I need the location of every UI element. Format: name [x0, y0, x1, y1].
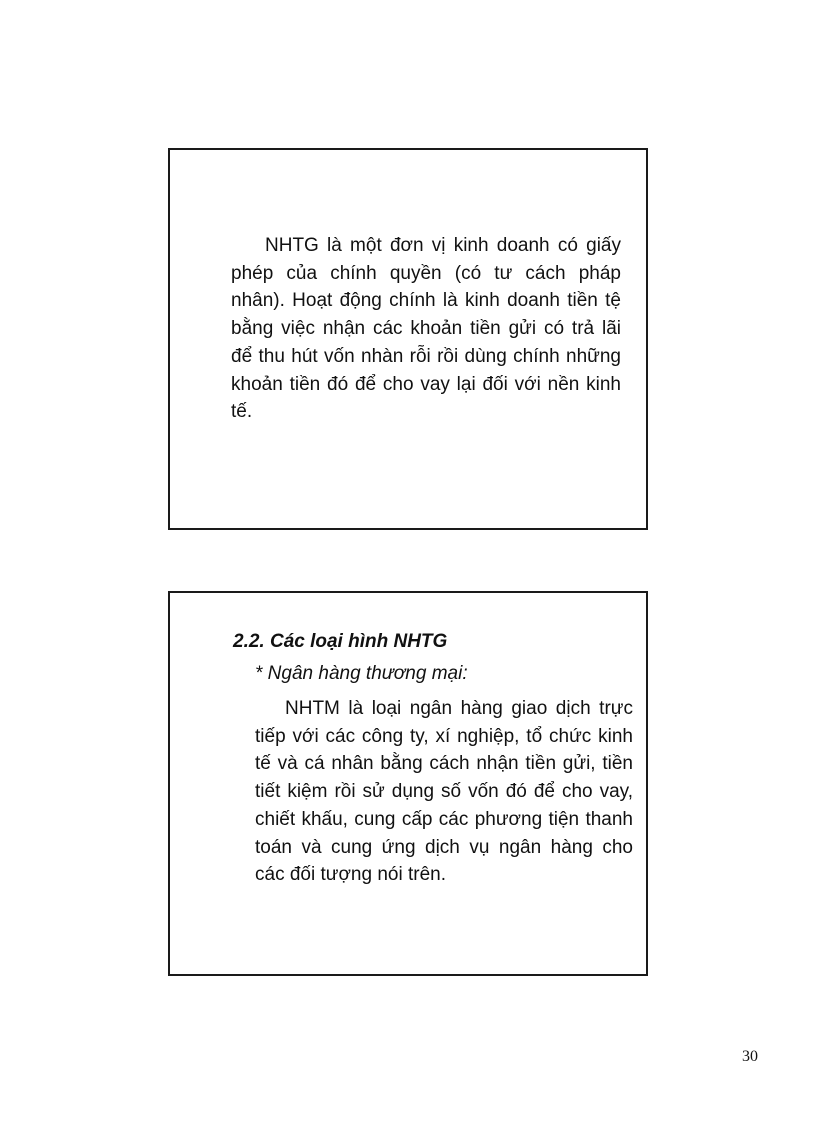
slide-1-paragraph: NHTG là một đơn vị kinh doanh có giấy phép của chính quyền (có tư cách pháp nhân). Hoạt động chính là kinh doanh tiền tệ bằng việc nhận các khoản tiền gửi có trả lãi để thu hút vốn nhàn rỗi rồi dùng chính những khoản tiền đó để cho vay lại đối với nền kinh tế.	[231, 235, 621, 423]
slide-2-subheading: * Ngân hàng thương mại:	[255, 663, 468, 684]
slide-2-heading: 2.2. Các loại hình NHTG	[233, 631, 448, 652]
slide-frame-2	[168, 591, 648, 976]
slide-2-paragraph: NHTM là loại ngân hàng giao dịch trực tiếp với các công ty, xí nghiệp, tổ chức kinh tế và cá nhân bằng cách nhận tiền gửi, tiền tiết kiệm rồi sử dụng số vốn đó để cho vay, chiết khấu, cung cấp các phương tiện thanh toán và cung ứng dịch vụ ngân hàng cho các đối tượng nói trên.	[255, 698, 633, 886]
page-number: 30	[742, 1048, 758, 1065]
slide-frame-1	[168, 148, 648, 530]
